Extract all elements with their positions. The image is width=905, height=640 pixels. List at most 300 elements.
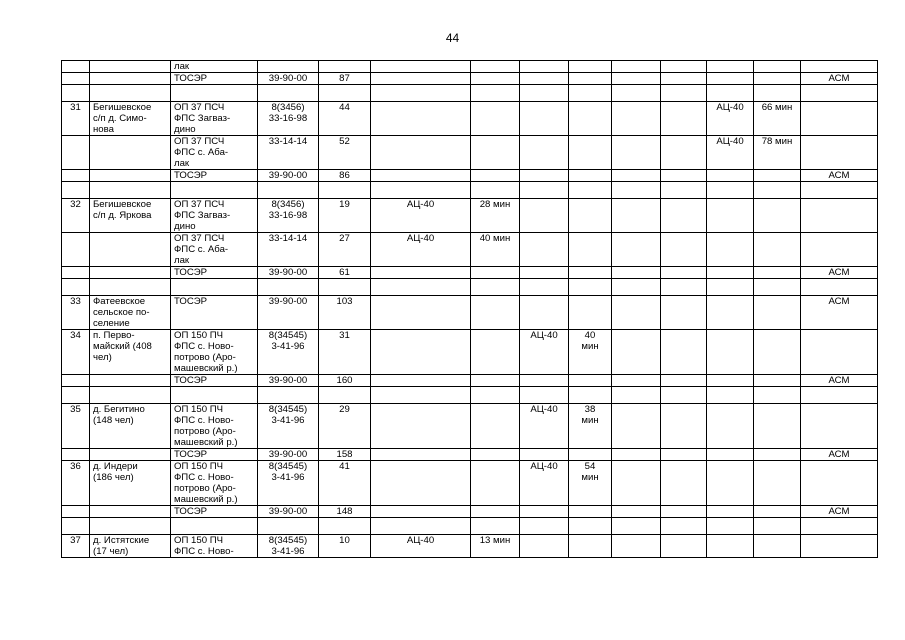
table-row [62, 449, 878, 461]
cell-col-10 [661, 170, 707, 182]
cell-fire-unit: ТОСЭР [171, 296, 258, 330]
cell-settlement [90, 233, 171, 267]
cell-time-c [754, 296, 801, 330]
cell-settlement: д. Бегитино (148 чел) [90, 404, 171, 449]
spacer-cell [371, 279, 471, 296]
spacer-cell [319, 518, 371, 535]
cell-asm [801, 233, 878, 267]
spacer-cell [471, 85, 520, 102]
cell-settlement: Фатеевское сельское по- селение [90, 296, 171, 330]
cell-settlement [90, 375, 171, 387]
cell-vehicle-c [707, 449, 754, 461]
spacer-cell [569, 85, 612, 102]
cell-col-10 [661, 404, 707, 449]
cell-time-a [471, 375, 520, 387]
spacer-cell [90, 182, 171, 199]
cell-time-c [754, 375, 801, 387]
cell-col-9 [612, 506, 661, 518]
cell-time-b: 54 мин [569, 461, 612, 506]
cell-time-c: 66 мин [754, 102, 801, 136]
cell-vehicle-c [707, 73, 754, 85]
cell-vehicle-c [707, 375, 754, 387]
spacer-cell [612, 279, 661, 296]
cell-row-number [62, 136, 90, 170]
cell-asm: АСМ [801, 170, 878, 182]
spacer-cell [661, 182, 707, 199]
cell-phone: 8(34545) 3-41-96 [258, 535, 319, 558]
spacer-cell [801, 387, 878, 404]
spacer-cell [62, 85, 90, 102]
cell-col-9 [612, 267, 661, 279]
cell-time-a [471, 136, 520, 170]
cell-vehicle-b [520, 449, 569, 461]
cell-time-a [471, 61, 520, 73]
cell-time-a [471, 461, 520, 506]
cell-phone: 39-90-00 [258, 170, 319, 182]
cell-settlement [90, 506, 171, 518]
cell-row-number [62, 375, 90, 387]
spacer-cell [471, 279, 520, 296]
cell-phone: 8(34545) 3-41-96 [258, 330, 319, 375]
spacer-row [62, 279, 878, 296]
cell-vehicle-c [707, 199, 754, 233]
table-row [62, 199, 878, 233]
cell-time-a [471, 404, 520, 449]
cell-col-10 [661, 375, 707, 387]
cell-row-number: 31 [62, 102, 90, 136]
spacer-cell [754, 85, 801, 102]
spacer-row [62, 182, 878, 199]
cell-vehicle-b [520, 506, 569, 518]
table-row [62, 330, 878, 375]
cell-time-c [754, 449, 801, 461]
cell-time-c [754, 330, 801, 375]
cell-distance: 31 [319, 330, 371, 375]
cell-col-10 [661, 102, 707, 136]
table-body [62, 61, 878, 558]
cell-time-b [569, 267, 612, 279]
cell-distance: 29 [319, 404, 371, 449]
cell-settlement [90, 61, 171, 73]
table-row [62, 73, 878, 85]
cell-time-c [754, 73, 801, 85]
cell-vehicle-c [707, 61, 754, 73]
cell-vehicle-a [371, 506, 471, 518]
spacer-cell [319, 182, 371, 199]
cell-fire-unit: ОП 37 ПСЧ ФПС Загваз- дино [171, 102, 258, 136]
cell-vehicle-c [707, 535, 754, 558]
cell-row-number: 34 [62, 330, 90, 375]
cell-settlement: Бегишевское с/п д. Яркова [90, 199, 171, 233]
spacer-cell [171, 518, 258, 535]
spacer-cell [471, 387, 520, 404]
cell-time-a [471, 296, 520, 330]
cell-fire-unit: ОП 37 ПСЧ ФПС с. Аба- лак [171, 233, 258, 267]
cell-time-a: 13 мин [471, 535, 520, 558]
cell-distance: 86 [319, 170, 371, 182]
cell-asm: АСМ [801, 506, 878, 518]
cell-time-c [754, 535, 801, 558]
spacer-cell [707, 85, 754, 102]
cell-time-b: 38 мин [569, 404, 612, 449]
cell-vehicle-b [520, 199, 569, 233]
cell-time-c [754, 199, 801, 233]
cell-vehicle-b: АЦ-40 [520, 404, 569, 449]
cell-col-10 [661, 449, 707, 461]
cell-fire-unit: ОП 150 ПЧ ФПС с. Ново- [171, 535, 258, 558]
cell-time-b [569, 136, 612, 170]
cell-phone: 39-90-00 [258, 296, 319, 330]
spacer-cell [707, 518, 754, 535]
cell-col-9 [612, 102, 661, 136]
cell-asm [801, 330, 878, 375]
table-row [62, 102, 878, 136]
cell-fire-unit: ТОСЭР [171, 375, 258, 387]
spacer-cell [612, 182, 661, 199]
spacer-cell [471, 518, 520, 535]
cell-col-10 [661, 330, 707, 375]
cell-time-c [754, 233, 801, 267]
cell-phone: 39-90-00 [258, 73, 319, 85]
cell-distance: 44 [319, 102, 371, 136]
cell-phone: 33-14-14 [258, 136, 319, 170]
spacer-cell [371, 387, 471, 404]
cell-settlement [90, 73, 171, 85]
cell-asm: АСМ [801, 73, 878, 85]
cell-distance [319, 61, 371, 73]
spacer-cell [661, 518, 707, 535]
table-row [62, 61, 878, 73]
cell-phone: 8(34545) 3-41-96 [258, 404, 319, 449]
cell-time-a [471, 170, 520, 182]
spacer-row [62, 85, 878, 102]
cell-col-10 [661, 199, 707, 233]
cell-phone: 39-90-00 [258, 267, 319, 279]
cell-phone: 8(3456) 33-16-98 [258, 199, 319, 233]
spacer-cell [319, 279, 371, 296]
cell-time-b [569, 375, 612, 387]
spacer-cell [520, 85, 569, 102]
cell-distance: 61 [319, 267, 371, 279]
spacer-cell [258, 387, 319, 404]
cell-asm [801, 61, 878, 73]
cell-phone [258, 61, 319, 73]
spacer-cell [258, 85, 319, 102]
spacer-cell [371, 518, 471, 535]
cell-vehicle-c [707, 461, 754, 506]
cell-vehicle-a [371, 102, 471, 136]
table-row [62, 404, 878, 449]
cell-distance: 158 [319, 449, 371, 461]
cell-col-9 [612, 136, 661, 170]
cell-vehicle-b [520, 102, 569, 136]
cell-row-number [62, 506, 90, 518]
table-row [62, 233, 878, 267]
spacer-cell [171, 387, 258, 404]
cell-time-a: 28 мин [471, 199, 520, 233]
spacer-cell [661, 85, 707, 102]
cell-vehicle-b [520, 136, 569, 170]
cell-distance: 148 [319, 506, 371, 518]
spacer-cell [171, 85, 258, 102]
cell-fire-unit: ОП 150 ПЧ ФПС с. Ново- потрово (Аро- машевский р.) [171, 461, 258, 506]
cell-time-b [569, 199, 612, 233]
cell-fire-unit: ОП 150 ПЧ ФПС с. Ново- потрово (Аро- машевский р.) [171, 330, 258, 375]
cell-asm: АСМ [801, 296, 878, 330]
cell-vehicle-a: АЦ-40 [371, 535, 471, 558]
cell-settlement [90, 449, 171, 461]
cell-settlement [90, 136, 171, 170]
cell-vehicle-b [520, 375, 569, 387]
spacer-row [62, 387, 878, 404]
cell-distance: 87 [319, 73, 371, 85]
cell-vehicle-a [371, 267, 471, 279]
cell-time-c [754, 506, 801, 518]
cell-col-9 [612, 199, 661, 233]
cell-time-b [569, 61, 612, 73]
spacer-cell [520, 182, 569, 199]
cell-settlement: д. Истятские (17 чел) [90, 535, 171, 558]
cell-col-9 [612, 170, 661, 182]
cell-fire-unit: лак [171, 61, 258, 73]
cell-col-10 [661, 73, 707, 85]
cell-vehicle-c: АЦ-40 [707, 102, 754, 136]
cell-col-10 [661, 506, 707, 518]
cell-distance: 103 [319, 296, 371, 330]
cell-distance: 19 [319, 199, 371, 233]
cell-vehicle-c [707, 267, 754, 279]
cell-asm: АСМ [801, 267, 878, 279]
cell-vehicle-c [707, 330, 754, 375]
spacer-cell [612, 85, 661, 102]
cell-col-10 [661, 267, 707, 279]
cell-vehicle-a [371, 73, 471, 85]
cell-settlement: п. Перво- майский (408 чел) [90, 330, 171, 375]
cell-vehicle-a [371, 170, 471, 182]
cell-time-c [754, 404, 801, 449]
cell-asm [801, 535, 878, 558]
cell-phone: 8(34545) 3-41-96 [258, 461, 319, 506]
cell-vehicle-c [707, 506, 754, 518]
cell-settlement [90, 267, 171, 279]
cell-col-9 [612, 404, 661, 449]
spacer-cell [62, 387, 90, 404]
cell-vehicle-b: АЦ-40 [520, 330, 569, 375]
spacer-cell [707, 279, 754, 296]
cell-asm [801, 404, 878, 449]
spacer-cell [258, 182, 319, 199]
cell-vehicle-c [707, 404, 754, 449]
spacer-cell [754, 387, 801, 404]
cell-fire-unit: ОП 150 ПЧ ФПС с. Ново- потрово (Аро- машевский р.) [171, 404, 258, 449]
cell-time-b [569, 102, 612, 136]
cell-time-b [569, 296, 612, 330]
cell-vehicle-a [371, 449, 471, 461]
fire-service-table [61, 60, 878, 558]
cell-col-9 [612, 61, 661, 73]
cell-row-number [62, 449, 90, 461]
table-row [62, 136, 878, 170]
spacer-cell [62, 518, 90, 535]
cell-col-9 [612, 535, 661, 558]
cell-vehicle-a [371, 404, 471, 449]
cell-vehicle-c [707, 296, 754, 330]
cell-col-10 [661, 535, 707, 558]
cell-asm [801, 461, 878, 506]
cell-time-b [569, 449, 612, 461]
cell-phone: 39-90-00 [258, 449, 319, 461]
cell-time-a [471, 330, 520, 375]
spacer-cell [612, 518, 661, 535]
cell-row-number [62, 170, 90, 182]
spacer-cell [707, 182, 754, 199]
spacer-cell [62, 182, 90, 199]
spacer-cell [661, 387, 707, 404]
cell-row-number [62, 267, 90, 279]
table-row [62, 170, 878, 182]
cell-vehicle-a [371, 296, 471, 330]
spacer-cell [471, 182, 520, 199]
spacer-cell [801, 182, 878, 199]
spacer-cell [520, 518, 569, 535]
spacer-cell [90, 387, 171, 404]
cell-distance: 160 [319, 375, 371, 387]
cell-vehicle-a [371, 375, 471, 387]
spacer-cell [258, 279, 319, 296]
table-row [62, 506, 878, 518]
cell-time-b [569, 506, 612, 518]
cell-row-number: 36 [62, 461, 90, 506]
cell-col-10 [661, 233, 707, 267]
spacer-cell [569, 387, 612, 404]
cell-vehicle-a [371, 461, 471, 506]
table-row [62, 535, 878, 558]
cell-col-9 [612, 449, 661, 461]
spacer-cell [258, 518, 319, 535]
cell-phone: 33-14-14 [258, 233, 319, 267]
cell-asm [801, 136, 878, 170]
spacer-cell [62, 279, 90, 296]
table-row [62, 296, 878, 330]
cell-vehicle-a [371, 330, 471, 375]
spacer-cell [90, 518, 171, 535]
spacer-cell [319, 387, 371, 404]
cell-col-10 [661, 136, 707, 170]
cell-time-c: 78 мин [754, 136, 801, 170]
cell-vehicle-a: АЦ-40 [371, 199, 471, 233]
cell-col-9 [612, 375, 661, 387]
spacer-cell [754, 182, 801, 199]
cell-vehicle-b [520, 535, 569, 558]
spacer-cell [371, 182, 471, 199]
cell-time-b [569, 535, 612, 558]
cell-phone: 39-90-00 [258, 506, 319, 518]
cell-row-number: 35 [62, 404, 90, 449]
spacer-row [62, 518, 878, 535]
spacer-cell [801, 85, 878, 102]
cell-vehicle-b [520, 296, 569, 330]
cell-phone: 8(3456) 33-16-98 [258, 102, 319, 136]
spacer-cell [661, 279, 707, 296]
cell-row-number [62, 61, 90, 73]
cell-time-c [754, 170, 801, 182]
table-row [62, 267, 878, 279]
cell-row-number: 33 [62, 296, 90, 330]
cell-settlement [90, 170, 171, 182]
spacer-cell [801, 518, 878, 535]
cell-row-number [62, 73, 90, 85]
spacer-cell [569, 182, 612, 199]
cell-col-10 [661, 61, 707, 73]
cell-fire-unit: ТОСЭР [171, 449, 258, 461]
spacer-cell [90, 85, 171, 102]
cell-asm: АСМ [801, 449, 878, 461]
cell-vehicle-b [520, 170, 569, 182]
cell-time-a [471, 449, 520, 461]
spacer-cell [569, 518, 612, 535]
spacer-cell [520, 279, 569, 296]
cell-time-c [754, 461, 801, 506]
cell-time-c [754, 61, 801, 73]
spacer-cell [754, 518, 801, 535]
cell-distance: 27 [319, 233, 371, 267]
spacer-cell [569, 279, 612, 296]
cell-time-b: 40 мин [569, 330, 612, 375]
cell-time-b [569, 73, 612, 85]
cell-vehicle-a: АЦ-40 [371, 233, 471, 267]
cell-asm [801, 102, 878, 136]
cell-phone: 39-90-00 [258, 375, 319, 387]
cell-time-b [569, 170, 612, 182]
cell-fire-unit: ТОСЭР [171, 170, 258, 182]
cell-time-b [569, 233, 612, 267]
cell-fire-unit: ТОСЭР [171, 267, 258, 279]
table-row [62, 375, 878, 387]
cell-time-a [471, 267, 520, 279]
cell-row-number [62, 233, 90, 267]
cell-distance: 52 [319, 136, 371, 170]
spacer-cell [707, 387, 754, 404]
cell-asm: АСМ [801, 375, 878, 387]
cell-col-9 [612, 233, 661, 267]
cell-vehicle-a [371, 136, 471, 170]
spacer-cell [754, 279, 801, 296]
cell-col-9 [612, 461, 661, 506]
cell-col-9 [612, 73, 661, 85]
cell-settlement: д. Индери (186 чел) [90, 461, 171, 506]
spacer-cell [171, 279, 258, 296]
spacer-cell [171, 182, 258, 199]
spacer-cell [612, 387, 661, 404]
cell-vehicle-b: АЦ-40 [520, 461, 569, 506]
cell-row-number: 37 [62, 535, 90, 558]
table-row [62, 461, 878, 506]
cell-time-a [471, 102, 520, 136]
cell-asm [801, 199, 878, 233]
cell-fire-unit: ОП 37 ПСЧ ФПС с. Аба- лак [171, 136, 258, 170]
cell-settlement: Бегишевское с/п д. Симо- нова [90, 102, 171, 136]
cell-distance: 41 [319, 461, 371, 506]
spacer-cell [319, 85, 371, 102]
cell-vehicle-c [707, 170, 754, 182]
cell-time-a [471, 506, 520, 518]
cell-fire-unit: ОП 37 ПСЧ ФПС Загваз- дино [171, 199, 258, 233]
cell-row-number: 32 [62, 199, 90, 233]
cell-vehicle-b [520, 73, 569, 85]
cell-fire-unit: ТОСЭР [171, 73, 258, 85]
cell-col-9 [612, 296, 661, 330]
spacer-cell [801, 279, 878, 296]
